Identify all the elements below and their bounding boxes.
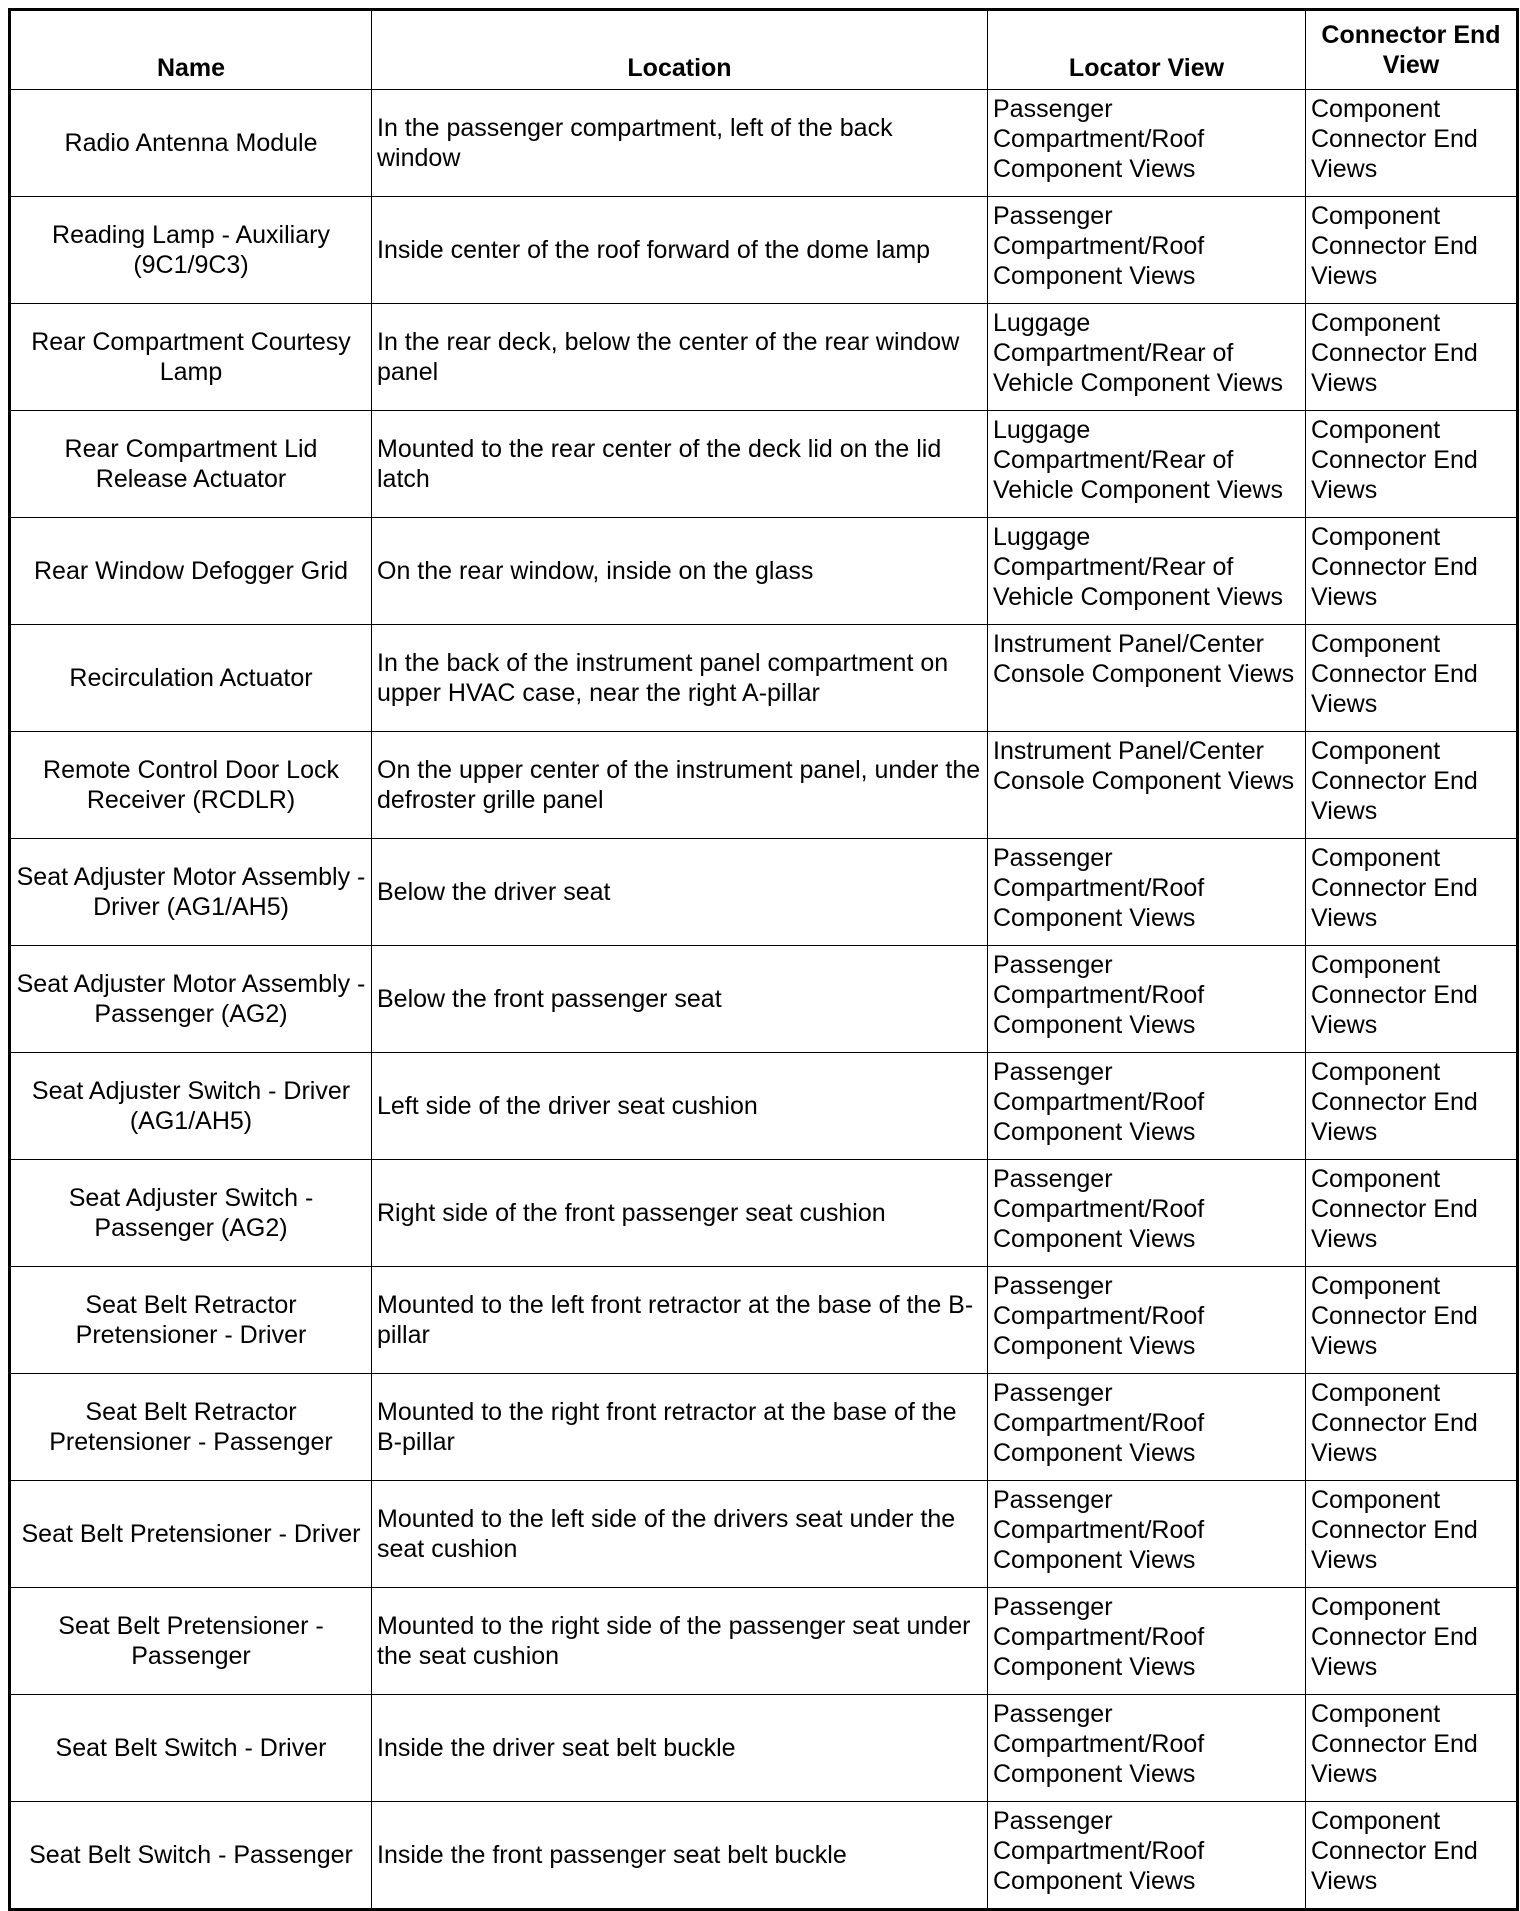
header-locator-view: Locator View <box>988 10 1306 90</box>
cell-locator-view: Passenger Compartment/Roof Component Views <box>988 1267 1306 1374</box>
cell-location: Below the front passenger seat <box>372 946 988 1053</box>
cell-name: Rear Window Defogger Grid <box>10 518 372 625</box>
cell-location: Mounted to the left front retractor at the base of the B-pillar <box>372 1267 988 1374</box>
cell-locator-view: Passenger Compartment/Roof Component Views <box>988 1374 1306 1481</box>
header-location: Location <box>372 10 988 90</box>
component-locator-table <box>8 8 1519 1911</box>
cell-location: On the rear window, inside on the glass <box>372 518 988 625</box>
cell-locator-view: Passenger Compartment/Roof Component Views <box>988 1053 1306 1160</box>
cell-locator-view: Passenger Compartment/Roof Component Views <box>988 1481 1306 1588</box>
cell-name: Seat Belt Switch - Driver <box>10 1695 372 1802</box>
cell-connector-end-view: Component Connector End Views <box>1306 732 1518 839</box>
header-connector-end-view: Connector End View <box>1306 10 1518 90</box>
table-body <box>10 90 1518 1910</box>
cell-name: Seat Adjuster Switch - Driver (AG1/AH5) <box>10 1053 372 1160</box>
cell-name: Rear Compartment Lid Release Actuator <box>10 411 372 518</box>
cell-name: Reading Lamp - Auxiliary (9C1/9C3) <box>10 197 372 304</box>
cell-name: Radio Antenna Module <box>10 90 372 197</box>
cell-connector-end-view: Component Connector End Views <box>1306 1053 1518 1160</box>
table-row <box>10 1267 1518 1374</box>
cell-connector-end-view: Component Connector End Views <box>1306 1588 1518 1695</box>
cell-name: Seat Belt Pretensioner - Passenger <box>10 1588 372 1695</box>
cell-locator-view: Passenger Compartment/Roof Component Views <box>988 839 1306 946</box>
table-row <box>10 625 1518 732</box>
cell-connector-end-view: Component Connector End Views <box>1306 197 1518 304</box>
table-row <box>10 732 1518 839</box>
table-row <box>10 1695 1518 1802</box>
cell-locator-view: Passenger Compartment/Roof Component Views <box>988 1160 1306 1267</box>
table-row <box>10 1802 1518 1910</box>
table-row <box>10 197 1518 304</box>
cell-locator-view: Passenger Compartment/Roof Component Views <box>988 197 1306 304</box>
cell-locator-view: Passenger Compartment/Roof Component Views <box>988 1802 1306 1910</box>
cell-location: In the passenger compartment, left of the back window <box>372 90 988 197</box>
cell-connector-end-view: Component Connector End Views <box>1306 1481 1518 1588</box>
cell-location: In the back of the instrument panel compartment on upper HVAC case, near the right A-pillar <box>372 625 988 732</box>
cell-name: Seat Adjuster Switch - Passenger (AG2) <box>10 1160 372 1267</box>
cell-location: Mounted to the right side of the passenger seat under the seat cushion <box>372 1588 988 1695</box>
cell-connector-end-view: Component Connector End Views <box>1306 1695 1518 1802</box>
cell-location: Mounted to the rear center of the deck lid on the lid latch <box>372 411 988 518</box>
cell-locator-view: Passenger Compartment/Roof Component Views <box>988 946 1306 1053</box>
component-locator-document <box>8 8 1516 1911</box>
cell-location: Below the driver seat <box>372 839 988 946</box>
cell-locator-view: Luggage Compartment/Rear of Vehicle Component Views <box>988 518 1306 625</box>
table-header-row <box>10 10 1518 90</box>
table-row <box>10 411 1518 518</box>
cell-connector-end-view: Component Connector End Views <box>1306 1374 1518 1481</box>
cell-name: Seat Belt Retractor Pretensioner - Passenger <box>10 1374 372 1481</box>
table-row <box>10 839 1518 946</box>
cell-name: Seat Belt Retractor Pretensioner - Driver <box>10 1267 372 1374</box>
cell-location: On the upper center of the instrument panel, under the defroster grille panel <box>372 732 988 839</box>
cell-location: Mounted to the left side of the drivers seat under the seat cushion <box>372 1481 988 1588</box>
cell-locator-view: Passenger Compartment/Roof Component Views <box>988 1695 1306 1802</box>
cell-connector-end-view: Component Connector End Views <box>1306 625 1518 732</box>
cell-locator-view: Passenger Compartment/Roof Component Views <box>988 90 1306 197</box>
table-row <box>10 1481 1518 1588</box>
cell-locator-view: Instrument Panel/Center Console Component Views <box>988 625 1306 732</box>
table-row <box>10 1160 1518 1267</box>
cell-name: Rear Compartment Courtesy Lamp <box>10 304 372 411</box>
cell-name: Remote Control Door Lock Receiver (RCDLR) <box>10 732 372 839</box>
cell-location: Inside center of the roof forward of the dome lamp <box>372 197 988 304</box>
cell-connector-end-view: Component Connector End Views <box>1306 304 1518 411</box>
cell-connector-end-view: Component Connector End Views <box>1306 411 1518 518</box>
table-row <box>10 518 1518 625</box>
cell-locator-view: Luggage Compartment/Rear of Vehicle Component Views <box>988 304 1306 411</box>
table-row <box>10 946 1518 1053</box>
table-row <box>10 1374 1518 1481</box>
cell-connector-end-view: Component Connector End Views <box>1306 90 1518 197</box>
cell-connector-end-view: Component Connector End Views <box>1306 518 1518 625</box>
cell-location: Mounted to the right front retractor at the base of the B-pillar <box>372 1374 988 1481</box>
cell-location: Right side of the front passenger seat cushion <box>372 1160 988 1267</box>
cell-location: Inside the front passenger seat belt buckle <box>372 1802 988 1910</box>
cell-name: Seat Belt Switch - Passenger <box>10 1802 372 1910</box>
cell-location: Inside the driver seat belt buckle <box>372 1695 988 1802</box>
table-row <box>10 1588 1518 1695</box>
table-row <box>10 90 1518 197</box>
cell-name: Seat Adjuster Motor Assembly - Driver (AG1/AH5) <box>10 839 372 946</box>
cell-connector-end-view: Component Connector End Views <box>1306 1160 1518 1267</box>
table-row <box>10 1053 1518 1160</box>
cell-name: Seat Adjuster Motor Assembly - Passenger (AG2) <box>10 946 372 1053</box>
cell-locator-view: Instrument Panel/Center Console Component Views <box>988 732 1306 839</box>
cell-locator-view: Luggage Compartment/Rear of Vehicle Component Views <box>988 411 1306 518</box>
cell-name: Seat Belt Pretensioner - Driver <box>10 1481 372 1588</box>
cell-locator-view: Passenger Compartment/Roof Component Views <box>988 1588 1306 1695</box>
table-row <box>10 304 1518 411</box>
cell-name: Recirculation Actuator <box>10 625 372 732</box>
cell-location: In the rear deck, below the center of the rear window panel <box>372 304 988 411</box>
header-name: Name <box>10 10 372 90</box>
cell-location: Left side of the driver seat cushion <box>372 1053 988 1160</box>
cell-connector-end-view: Component Connector End Views <box>1306 1802 1518 1910</box>
cell-connector-end-view: Component Connector End Views <box>1306 839 1518 946</box>
cell-connector-end-view: Component Connector End Views <box>1306 946 1518 1053</box>
cell-connector-end-view: Component Connector End Views <box>1306 1267 1518 1374</box>
